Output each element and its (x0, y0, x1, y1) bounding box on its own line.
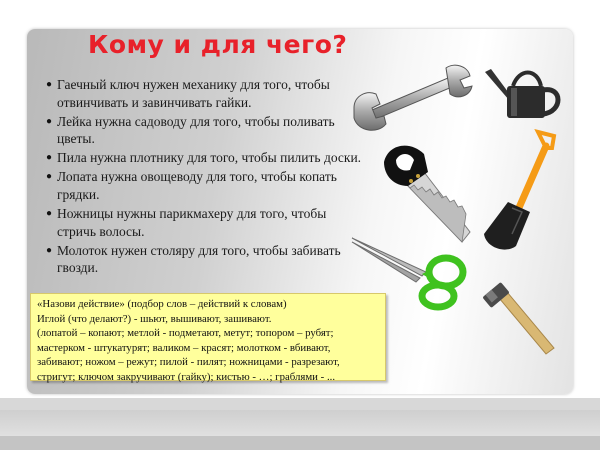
bullet-list (46, 76, 366, 279)
saw-icon (380, 140, 472, 245)
exercise-line: мастерком - штукатурят; валиком – красят; молотком - вбивают, (37, 341, 331, 354)
exercise-note (30, 293, 386, 381)
exercise-heading: «Назови действие» (подбор слов – действий к словам) (37, 298, 287, 310)
exercise-line: стригут; ключом закручивают (гайку); кистью - …; граблями - ... (37, 370, 336, 383)
exercise-line: забивают; ножом – режут; пилой - пилят; ножницами - разрезают, (37, 356, 340, 369)
hammer-icon (482, 282, 562, 357)
list-item: ● Лопата нужна овощеводу для того, чтобы копать грядки. (46, 168, 366, 203)
exercise-line: Иглой (что делают?) - шьют, вышивают, зашивают. (37, 312, 272, 325)
shovel-icon (478, 130, 558, 252)
list-item: ● Пила нужна плотнику для того, чтобы пилить доски. (46, 149, 366, 167)
page-title: Кому и для чего? (88, 30, 348, 59)
exercise-line: (лопатой – копают; метлой - подметают, метут; топором – рубят; (37, 327, 334, 340)
footer-band (0, 398, 600, 410)
list-item: ● Ножницы нужны парикмахеру для того, чтобы стричь волосы. (46, 205, 366, 240)
footer-band (0, 436, 600, 450)
watering-can-icon (483, 66, 563, 122)
list-item: ● Молоток нужен столяру для того, чтобы забивать гвозди. (46, 242, 366, 277)
list-item: ● Лейка нужна садоводу для того, чтобы поливать цветы. (46, 113, 366, 148)
wrench-icon (350, 60, 475, 140)
list-item: ● Гаечный ключ нужен механику для того, чтобы отвинчивать и завинчивать гайки. (46, 76, 366, 111)
